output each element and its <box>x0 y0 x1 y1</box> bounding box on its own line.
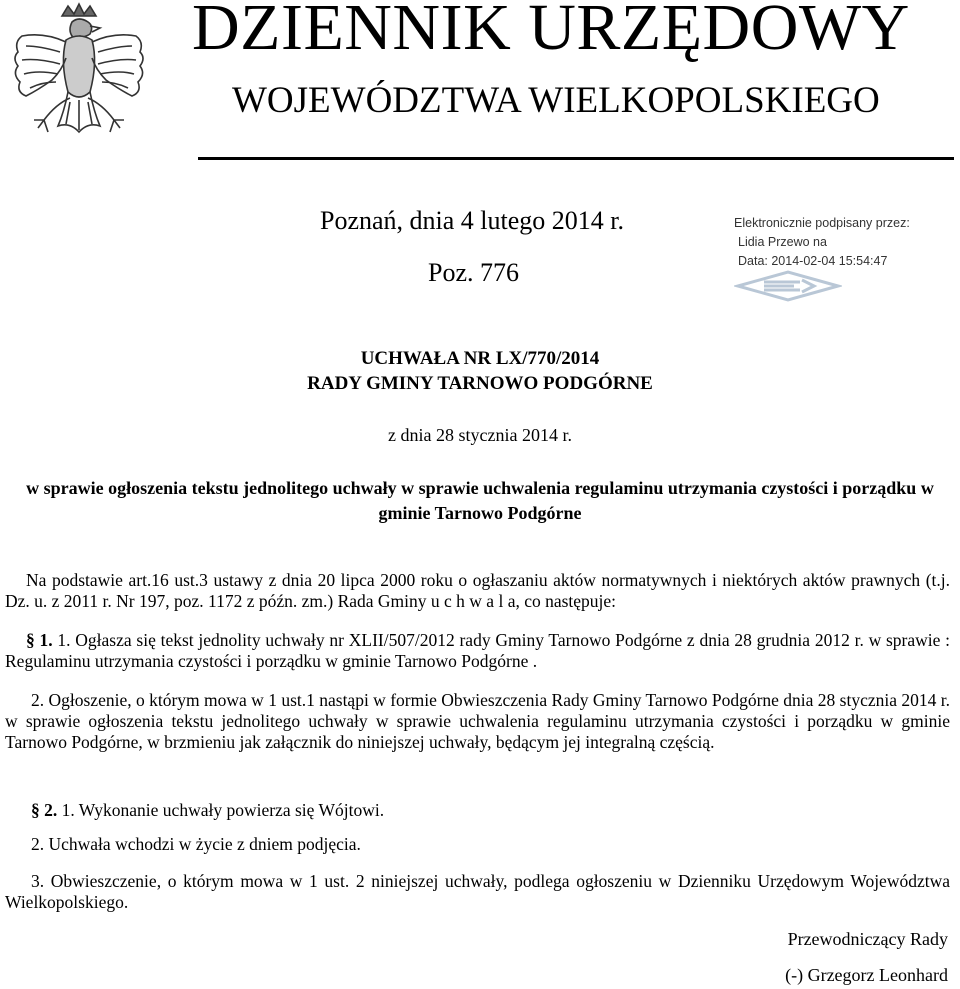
legal-basis: Na podstawie art.16 ust.3 ustawy z dnia 20 lipca 2000 roku o ogłaszaniu aktów normatywnych i niektórych aktów prawnych (t.j. Dz. u. z 2011 r. Nr 197, poz. 1172 z późn. zm.) Rada Gminy u c h w a l a, co następuje: <box>5 570 950 611</box>
position-number: Poz. 776 <box>428 258 519 287</box>
resolution-subject: w sprawie ogłoszenia tekstu jednolitego uchwały w sprawie uchwalenia regulaminu utrzymania czystości i porządku w gminie Tarnowo Podgórne <box>26 478 934 523</box>
section-2-label: § 2. <box>31 800 58 820</box>
resolution-date: z dnia 28 stycznia 2014 r. <box>388 425 572 445</box>
journal-title: DZIENNIK URZĘDOWY <box>192 0 910 64</box>
chair-name: (-) Grzegorz Leonhard <box>785 965 948 985</box>
place-date: Poznań, dnia 4 lutego 2014 r. <box>320 206 625 235</box>
polish-eagle-emblem-icon <box>4 2 154 152</box>
section-1-paragraph-2: 2. Ogłoszenie, o którym mowa w 1 ust.1 nastąpi w formie Obwieszczenia Rady Gminy Tarnowo Podgórne dnia 28 stycznia 2014 r. w sprawie ogłoszenia tekstu jednolitego uchwały w sprawie uchwalenia regulaminu utrzymania czystości i porządku w gminie Tarnowo Podgórne, w brzmieniu jak załącznik do niniejszej uchwały, będącym jej integralną częścią. <box>5 690 950 752</box>
chair-title: Przewodniczący Rady <box>787 929 948 949</box>
signature-label: Elektronicznie podpisany przez: <box>734 216 910 230</box>
resolution-body: RADY GMINY TARNOWO PODGÓRNE <box>307 373 653 394</box>
signature-signer: Lidia Przewo na <box>738 235 827 249</box>
section-1-paragraph-1 <box>5 630 950 672</box>
e-signature-logo-icon <box>734 268 842 304</box>
section-1-paragraph-1-text: 1. Ogłasza się tekst jednolity uchwały nr XLII/507/2012 rady Gminy Tarnowo Podgórne z dnia 28 grudnia 2012 r. w sprawie : Regulaminu utrzymania czystości i porządku w gminie Tarnowo Podgórne . <box>5 630 951 671</box>
journal-subtitle: WOJEWÓDZTWA WIELKOPOLSKIEGO <box>232 80 880 121</box>
section-2-paragraph-2: 2. Uchwała wchodzi w życie z dniem podjęcia. <box>31 834 361 854</box>
signature-date: Data: 2014-02-04 15:54:47 <box>738 254 888 268</box>
section-1-label: § 1. <box>26 630 53 650</box>
header-divider <box>198 157 954 160</box>
section-2-paragraph-1 <box>5 800 950 821</box>
electronic-signature-block <box>734 214 910 271</box>
section-2-paragraph-1-text: 1. Wykonanie uchwały powierza się Wójtowi. <box>61 800 385 820</box>
resolution-number: UCHWAŁA NR LX/770/2014 <box>360 348 600 369</box>
section-2-paragraph-3: 3. Obwieszczenie, o którym mowa w 1 ust. 2 niniejszej uchwały, podlega ogłoszeniu w Dzienniku Urzędowym Województwa Wielkopolskiego. <box>5 871 950 912</box>
